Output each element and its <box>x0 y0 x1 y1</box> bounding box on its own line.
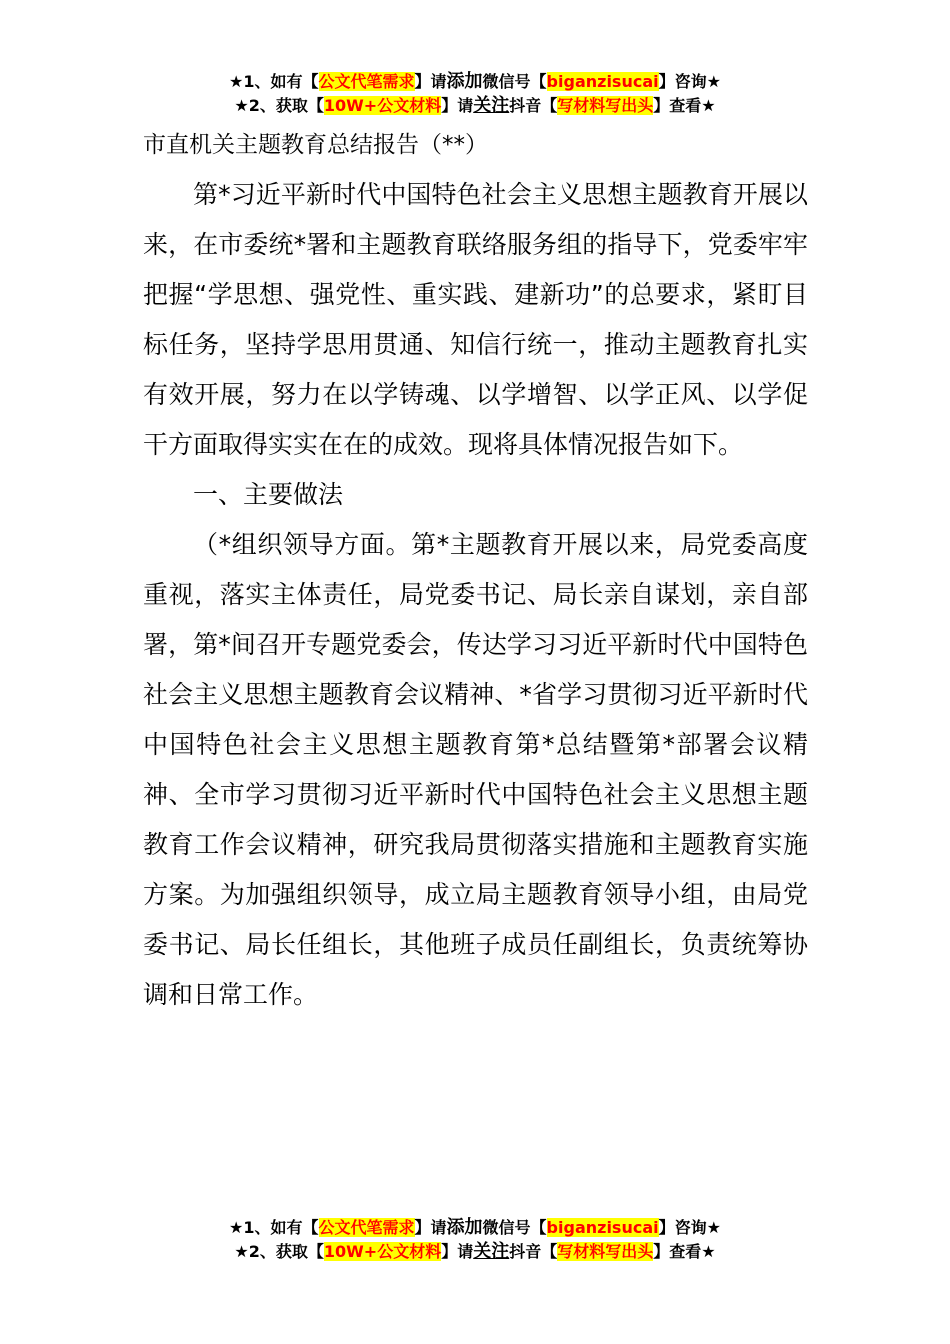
highlight-wechat-id: biganzisucai <box>546 1218 659 1237</box>
banner-text: 】请 <box>414 72 447 91</box>
emphasis-follow: 关注 <box>473 1241 510 1262</box>
banner-text: 】请 <box>441 1242 474 1261</box>
highlight-douyin-account: 写材料写出头 <box>557 1242 654 1261</box>
emphasis-add: 添加 <box>446 1217 483 1238</box>
banner-text: ★1、如有【 <box>229 1218 319 1237</box>
banner-text: 抖音【 <box>509 1242 558 1261</box>
banner-text: 】查看★ <box>653 96 716 115</box>
highlight-douyin-account: 写材料写出头 <box>557 96 654 115</box>
banner-text: ★2、获取【 <box>234 1242 324 1261</box>
banner-text: 】请 <box>414 1218 447 1237</box>
highlight-materials: 10W+公文材料 <box>323 1242 442 1261</box>
document-title: 市直机关主题教育总结报告（**） <box>143 132 488 158</box>
highlight-writing-service: 公文代笔需求 <box>318 1218 415 1237</box>
emphasis-add: 添加 <box>446 71 483 92</box>
footer-banner <box>0 1216 950 1264</box>
header-banner <box>0 70 950 118</box>
banner-text: 】请 <box>441 96 474 115</box>
banner-text: ★1、如有【 <box>229 72 319 91</box>
banner-line-1 <box>0 1216 950 1240</box>
highlight-materials: 10W+公文材料 <box>323 96 442 115</box>
highlight-writing-service: 公文代笔需求 <box>318 72 415 91</box>
banner-text: ★2、获取【 <box>234 96 324 115</box>
section-paragraph: （*组织领导方面。第*主题教育开展以来，局党委高度重视，落实主体责任，局党委书记、局长亲自谋划，亲自部署，第*间召开专题党委会，传达学习习近平新时代中国特色社会主义思想主题教育会议精神、*省学习贯彻习近平新时代中国特色社会主义思想主题教育第*总结暨第*部署会议精神、全市学习贯彻习近平新时代中国特色社会主义思想主题教育工作会议精神，研究我局贯彻落实措施和主题教育实施方案。为加强组织领导，成立局主题教育领导小组，由局党委书记、局长任组长，其他班子成员任副组长，负责统筹协调和日常工作。 <box>143 530 808 1009</box>
section-heading: 一、主要做法 <box>193 480 344 509</box>
banner-text: 】咨询★ <box>658 1218 721 1237</box>
banner-line-1 <box>0 70 950 94</box>
document-body <box>143 170 808 1020</box>
banner-text: 微信号【 <box>482 1218 547 1237</box>
emphasis-follow: 关注 <box>473 95 510 116</box>
banner-line-2 <box>0 1240 950 1264</box>
intro-paragraph: 第*习近平新时代中国特色社会主义思想主题教育开展以来，在市委统*署和主题教育联络服务组的指导下，党委牢牢把握“学思想、强党性、重实践、建新功”的总要求，紧盯目标任务，坚持学思用贯通、知信行统一，推动主题教育扎实有效开展，努力在以学铸魂、以学增智、以学正风、以学促干方面取得实实在在的成效。现将具体情况报告如下。 <box>143 180 808 459</box>
banner-line-2 <box>0 94 950 118</box>
banner-text: 】查看★ <box>653 1242 716 1261</box>
banner-text: 】咨询★ <box>658 72 721 91</box>
banner-text: 抖音【 <box>509 96 558 115</box>
highlight-wechat-id: biganzisucai <box>546 72 659 91</box>
banner-text: 微信号【 <box>482 72 547 91</box>
